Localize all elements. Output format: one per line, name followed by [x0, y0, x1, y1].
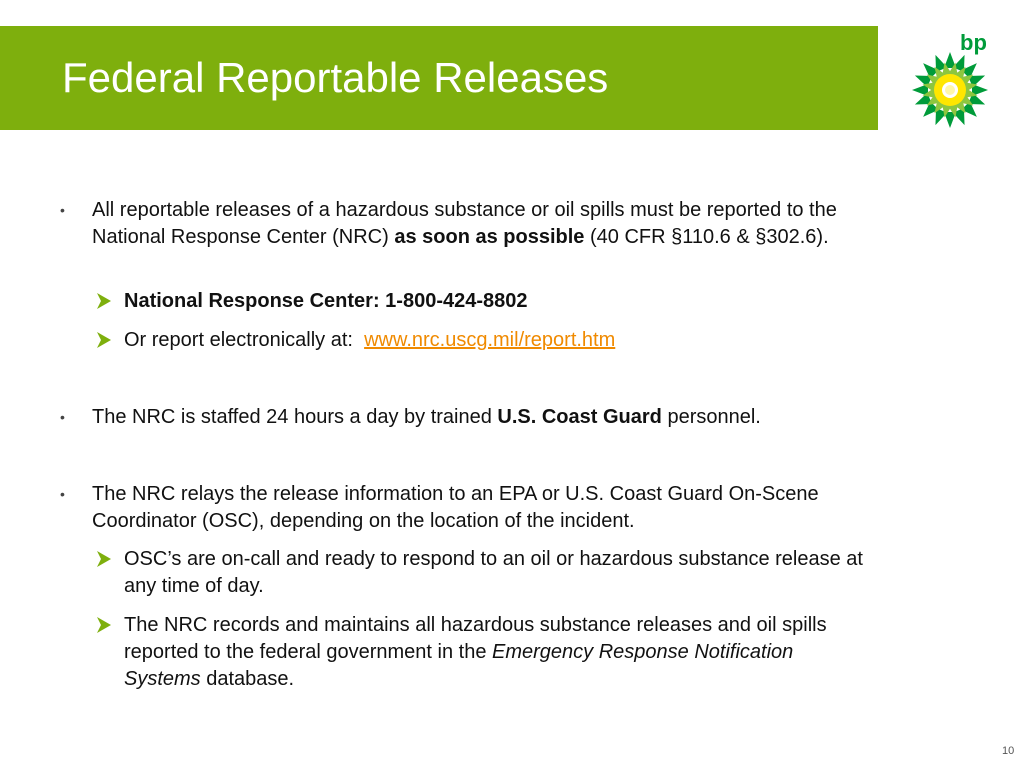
arrow-bullet-icon	[97, 293, 111, 309]
sub-bullet-nrc-phone	[124, 288, 864, 315]
osc-text: OSC’s are on-call and ready to respond to an oil or hazardous substance release at any time of day.	[124, 548, 863, 597]
sub-bullet-report-online	[124, 327, 864, 354]
sub-bullet-osc	[124, 546, 869, 600]
nrc-phone-text: National Response Center: 1-800-424-8802	[124, 290, 528, 312]
bullet-1-text: All reportable releases of a hazardous substance or oil spills must be reported to the National Response Center (NRC)	[92, 199, 837, 248]
erns-name: Emergency Response Notification Systems	[124, 641, 794, 690]
bullet-3	[92, 481, 867, 535]
nrc-report-link[interactable]: www.nrc.uscg.mil/report.htm	[364, 329, 616, 351]
bullet-2-bold: U.S. Coast Guard	[497, 406, 662, 428]
bp-helios-icon	[910, 30, 994, 130]
arrow-bullet-icon	[97, 332, 111, 348]
bp-logo	[910, 30, 994, 130]
bullet-2-text-end: personnel.	[661, 406, 761, 428]
logo-text: bp	[960, 30, 987, 55]
arrow-bullet-icon	[97, 551, 111, 567]
page-number: 10	[1002, 745, 1015, 757]
bullet-dot: •	[60, 409, 65, 425]
nrc-records-text: The NRC records and maintains all hazardous substance releases and oil spills reported to the federal government in the	[124, 614, 827, 663]
bullet-1	[92, 197, 867, 251]
bullet-3-text: The NRC relays the release information to an EPA or U.S. Coast Guard On-Scene Coordinator (OSC), depending on the location of the incident.	[92, 483, 819, 532]
arrow-bullet-icon	[97, 617, 111, 633]
bullet-dot: •	[60, 486, 65, 502]
bullet-1-citation: (40 CFR §110.6 & §302.6).	[584, 226, 829, 248]
bullet-2-text: The NRC is staffed 24 hours a day by trained	[92, 406, 498, 428]
bullet-1-bold: as soon as possible	[394, 226, 585, 248]
report-online-text: Or report electronically at:	[124, 329, 365, 351]
bullet-2	[92, 404, 867, 431]
bullet-dot: •	[60, 202, 65, 218]
slide-title: Federal Reportable Releases	[62, 54, 609, 101]
nrc-records-text-end: database.	[200, 668, 295, 690]
sub-bullet-nrc-records	[124, 612, 874, 693]
